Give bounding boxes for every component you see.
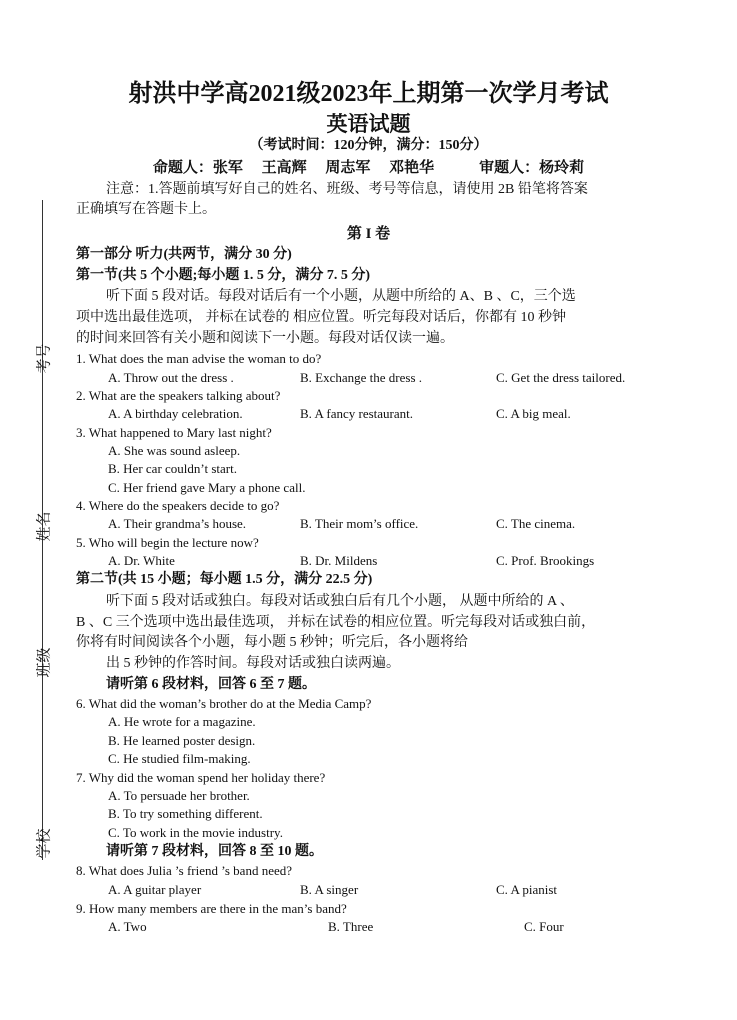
option: A. Their grandma’s house. xyxy=(108,516,247,531)
option: B. Her car couldn’t start. xyxy=(108,461,237,476)
instruction-line: 听下面 5 段对话。每段对话后有一个小题，从题中所给的 A、B 、C，三个选 xyxy=(106,289,576,304)
option: B. A fancy restaurant. xyxy=(300,406,413,421)
note-line: 正确填写在答题卡上。 xyxy=(76,202,216,217)
option: B. He learned poster design. xyxy=(108,733,256,748)
instruction-line: 项中选出最佳选项， 并标在试卷的 相应位置。听完每段对话后，你都有 10 秒钟 xyxy=(76,310,566,325)
option: C. To work in the movie industry. xyxy=(108,825,283,840)
question: 7. Why did the woman spend her holiday there? xyxy=(76,770,326,785)
material-heading: 请听第 7 段材料，回答 8 至 10 题。 xyxy=(106,844,323,859)
option: C. The cinema. xyxy=(496,516,576,531)
side-label-name: 姓名 xyxy=(36,511,53,542)
side-label-exam-number: 考号 xyxy=(36,343,53,374)
option: C. Four xyxy=(524,919,564,934)
option: C. Her friend gave Mary a phone call. xyxy=(108,480,306,495)
option: A. A guitar player xyxy=(108,882,202,897)
part-heading: 第一部分 听力(共两节，满分 30 分) xyxy=(76,247,292,262)
option: C. Prof. Brookings xyxy=(496,553,595,568)
instruction-line: B 、C 三个选项中选出最佳选项， 并标在试卷的相应位置。听完每段对话或独白前， xyxy=(76,615,596,630)
option: A. Two xyxy=(108,919,147,934)
instruction-line: 出 5 秒钟的作答时间。每段对话或独白读两遍。 xyxy=(106,656,400,671)
option: B. To try something different. xyxy=(108,806,263,821)
note-line: 注意：1.答题前填写好自己的姓名、班级、考号等信息，请使用 2B 铅笔将答案 xyxy=(106,182,588,197)
question: 6. What did the woman’s brother do at the Media Camp? xyxy=(76,696,372,711)
option: B. A singer xyxy=(300,882,359,897)
side-label-class: 班级 xyxy=(36,647,53,678)
option: C. A big meal. xyxy=(496,406,571,421)
instruction-line: 的时间来回答有关小题和阅读下一小题。每段对话仅读一遍。 xyxy=(76,331,454,346)
question: 4. Where do the speakers decide to go? xyxy=(76,498,280,513)
question: 1. What does the man advise the woman to do? xyxy=(76,351,322,366)
exam-info: （考试时间：120分钟，满分：150分） xyxy=(249,138,488,153)
section-heading: 第二节(共 15 小题；每小题 1.5 分，满分 22.5 分) xyxy=(76,572,373,587)
instruction-line: 你将有时间阅读各个小题，每小题 5 秒钟；听完后，各小题将给 xyxy=(76,635,468,650)
option: A. To persuade her brother. xyxy=(108,788,250,803)
option: A. She was sound asleep. xyxy=(108,443,241,458)
material-heading: 请听第 6 段材料，回答 6 至 7 题。 xyxy=(106,677,316,692)
side-label-school: 学校 xyxy=(36,828,53,859)
page-subtitle: 英语试题 xyxy=(326,112,411,136)
option: B. Dr. Mildens xyxy=(300,553,378,568)
option: B. Three xyxy=(328,919,374,934)
option: C. Get the dress tailored. xyxy=(496,370,626,385)
instruction-line: 听下面 5 段对话或独白。每段对话或独白后有几个小题， 从题中所给的 A 、 xyxy=(106,594,574,609)
question: 9. How many members are there in the man’s band? xyxy=(76,901,347,916)
authors: 命题人：张军 王高辉 周志军 邓艳华 审题人：杨玲莉 xyxy=(152,160,585,176)
question: 8. What does Julia ’s friend ’s band need? xyxy=(76,863,293,878)
option: A. He wrote for a magazine. xyxy=(108,714,256,729)
option: C. He studied film-making. xyxy=(108,751,251,766)
question: 3. What happened to Mary last night? xyxy=(76,425,272,440)
question: 2. What are the speakers talking about? xyxy=(76,388,281,403)
option: C. A pianist xyxy=(496,882,558,897)
option: A. Throw out the dress . xyxy=(108,370,234,385)
option: B. Exchange the dress . xyxy=(300,370,423,385)
question: 5. Who will begin the lecture now? xyxy=(76,535,259,550)
section-heading: 第一节(共 5 个小题;每小题 1. 5 分，满分 7. 5 分) xyxy=(76,268,370,283)
volume-heading: 第 I 卷 xyxy=(346,226,391,242)
option: A. A birthday celebration. xyxy=(108,406,243,421)
page-title: 射洪中学高2021级2023年上期第一次学月考试 xyxy=(128,81,609,107)
option: B. Their mom’s office. xyxy=(300,516,419,531)
option: A. Dr. White xyxy=(108,553,175,568)
